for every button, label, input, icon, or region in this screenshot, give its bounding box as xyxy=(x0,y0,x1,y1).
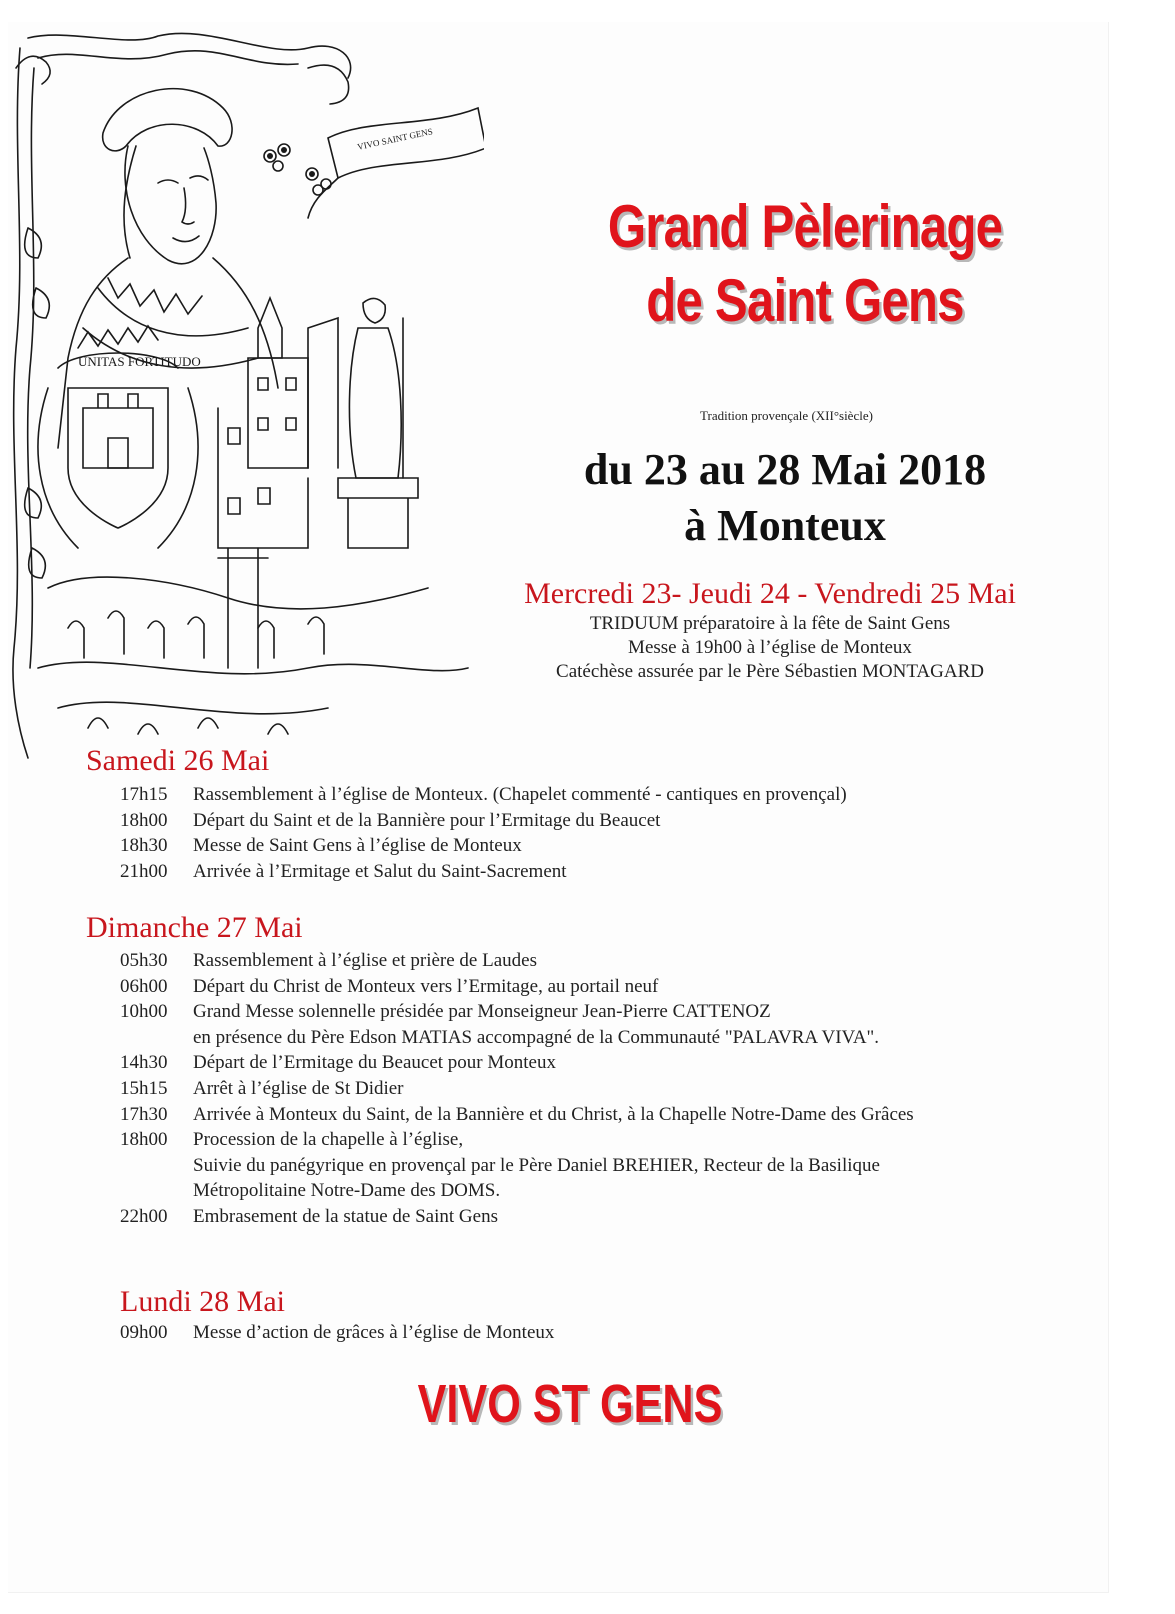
schedule-lundi xyxy=(120,1320,1120,1346)
schedule-row xyxy=(120,1102,1120,1128)
time: 18h00 xyxy=(120,809,168,831)
schedule-row xyxy=(120,808,1120,834)
schedule-row xyxy=(120,782,1120,808)
day-heading-lundi: Lundi 28 Mai xyxy=(120,1285,285,1318)
schedule-dimanche xyxy=(120,948,1120,1230)
triduum-line: Catéchèse assurée par le Père Sébastien MONTAGARD xyxy=(556,661,984,682)
banner-label: UNITAS FORTITUDO xyxy=(78,354,201,369)
event-dates xyxy=(500,442,1070,554)
engraving-illustration xyxy=(8,28,484,763)
schedule-row xyxy=(120,1320,1120,1346)
description: Départ du Christ de Monteux vers l’Ermitage, au portail neuf xyxy=(193,975,659,997)
time: 22h00 xyxy=(120,1205,168,1227)
time: 09h00 xyxy=(120,1322,168,1343)
schedule-row xyxy=(120,948,1120,974)
time: 17h30 xyxy=(120,1103,168,1125)
schedule-row xyxy=(120,1076,1120,1102)
ribbon-label: VIVO SAINT GENS xyxy=(356,126,434,152)
time: 17h15 xyxy=(120,784,168,805)
description: Départ de l’Ermitage du Beaucet pour Monteux xyxy=(193,1052,556,1074)
title-line-1: Grand Pèlerinage xyxy=(607,193,1003,260)
triduum-line: Messe à 19h00 à l’église de Monteux xyxy=(628,637,912,658)
schedule-row xyxy=(120,1204,1120,1230)
title-line-2: de Saint Gens xyxy=(646,267,964,334)
tradition-subtitle: Tradition provençale (XII°siècle) xyxy=(700,408,873,423)
schedule-row xyxy=(120,999,1120,1025)
dates-line: du 23 au 28 Mai 2018 xyxy=(583,445,987,494)
triduum-line: TRIDUUM préparatoire à la fête de Saint Gens xyxy=(589,613,951,634)
time: 05h30 xyxy=(120,950,168,971)
time: 10h00 xyxy=(120,1001,168,1023)
time: 18h00 xyxy=(120,1129,168,1151)
location-line: à Monteux xyxy=(684,501,886,550)
description: Rassemblement à l’église et prière de Laudes xyxy=(193,950,537,971)
schedule-row xyxy=(120,1050,1120,1076)
description: Grand Messe solennelle présidée par Monseigneur Jean-Pierre CATTENOZ xyxy=(193,1001,771,1023)
schedule-row xyxy=(120,833,1120,859)
description-continued: Suivie du panégyrique en provençal par le Père Daniel BREHIER, Recteur de la Basilique xyxy=(193,1154,880,1176)
schedule-row xyxy=(120,1127,1120,1153)
schedule-row xyxy=(120,974,1120,1000)
description: Embrasement de la statue de Saint Gens xyxy=(193,1205,498,1227)
description: Messe de Saint Gens à l’église de Monteux xyxy=(193,835,522,857)
schedule-samedi xyxy=(120,782,1120,884)
description: Messe d’action de grâces à l’église de Monteux xyxy=(193,1322,555,1343)
day-heading-dimanche: Dimanche 27 Mai xyxy=(86,911,303,944)
triduum-section xyxy=(470,576,1070,684)
time: 18h30 xyxy=(120,835,168,857)
main-title xyxy=(500,190,1110,338)
description-continued: en présence du Père Edson MATIAS accompagné de la Communauté "PALAVRA VIVA". xyxy=(193,1026,880,1048)
day-heading-samedi: Samedi 26 Mai xyxy=(86,744,270,777)
description: Départ du Saint et de la Bannière pour l’Ermitage du Beaucet xyxy=(193,809,661,831)
description: Procession de la chapelle à l’église, xyxy=(193,1129,464,1151)
description: Arrêt à l’église de St Didier xyxy=(193,1077,404,1099)
description-continued: Métropolitaine Notre-Dame des DOMS. xyxy=(193,1180,501,1202)
time: 14h30 xyxy=(120,1052,168,1074)
description: Rassemblement à l’église de Monteux. (Chapelet commenté - cantiques en provençal) xyxy=(193,784,847,805)
description: Arrivée à Monteux du Saint, de la Bannière et du Christ, à la Chapelle Notre-Dame des Grâces xyxy=(193,1103,914,1125)
time: 21h00 xyxy=(120,860,168,882)
time: 15h15 xyxy=(120,1077,168,1099)
triduum-heading: Mercredi 23- Jeudi 24 - Vendredi 25 Mai xyxy=(524,577,1016,610)
schedule-row xyxy=(120,859,1120,885)
closing-slogan: VIVO ST GENS xyxy=(417,1374,723,1434)
description: Arrivée à l’Ermitage et Salut du Saint-Sacrement xyxy=(193,860,567,882)
time: 06h00 xyxy=(120,975,168,997)
